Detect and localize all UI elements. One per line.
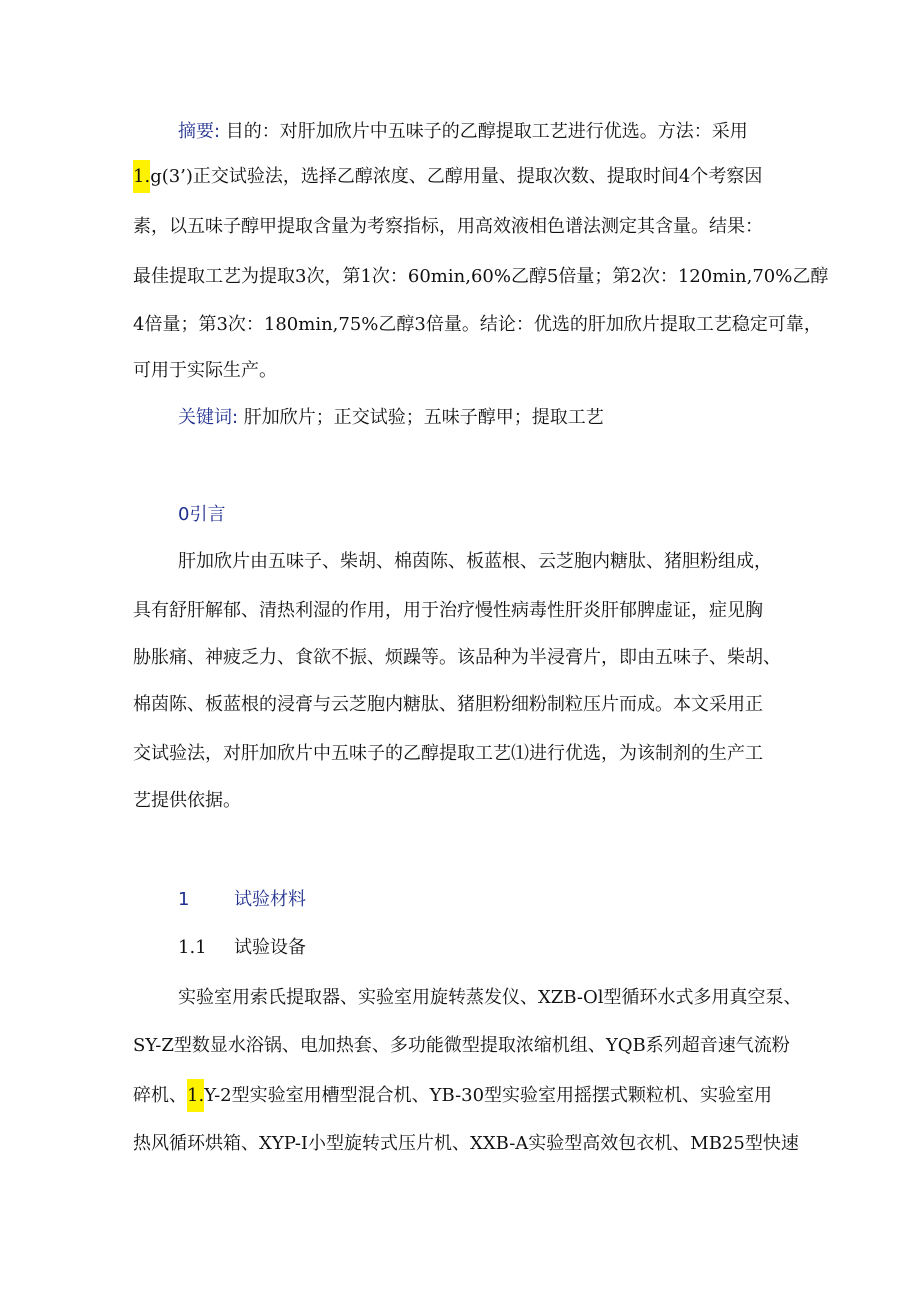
equipment-line-3	[133, 1081, 772, 1111]
abstract-text-2: g(3’)正交试验法，选择乙醇浓度、乙醇用量、提取次数、提取时间4个考察因	[150, 166, 763, 187]
intro-line-3: 胁胀痛、神疲乏力、食欲不振、烦躁等。该品种为半浸膏片，即由五味子、柴胡、	[133, 647, 781, 668]
abstract-line-1	[178, 117, 748, 147]
abstract-line-2	[133, 162, 762, 192]
intro-line-6: 艺提供依据。	[133, 790, 241, 811]
section-1-1-heading	[178, 933, 306, 963]
equipment-line-2: SY-Z型数显水浴锅、电加热套、多功能微型提取浓缩机组、YQB系列超音速气流粉	[133, 1035, 790, 1056]
keywords-text: 肝加欣片；正交试验；五味子醇甲；提取工艺	[238, 407, 604, 428]
highlight-mark: 1.	[133, 160, 150, 193]
keywords-line	[178, 403, 604, 433]
abstract-line-5: 4倍量；第3次：180min,75%乙醇3倍量。结论：优选的肝加欣片提取工艺稳定可靠，	[133, 314, 822, 335]
section-1-heading	[178, 885, 306, 915]
section-1-1-title: 试验设备	[234, 937, 306, 958]
intro-line-5: 交试验法，对肝加欣片中五味子的乙醇提取工艺⑴进行优选，为该制剂的生产工	[133, 743, 763, 764]
section-1-title: 试验材料	[234, 889, 306, 910]
equipment-text-3b: Y-2型实验室用槽型混合机、YB-30型实验室用摇摆式颗粒机、实验室用	[204, 1085, 773, 1106]
intro-heading: 0引言	[178, 504, 226, 525]
abstract-label: 摘要:	[178, 121, 221, 142]
abstract-line-3: 素，以五味子醇甲提取含量为考察指标，用高效液相色谱法测定其含量。结果：	[133, 216, 763, 237]
equipment-text-3a: 碎机、	[133, 1085, 187, 1106]
intro-line-1: 肝加欣片由五味子、柴胡、棉茵陈、板蓝根、云芝胞内糖肽、猪胆粉组成，	[178, 551, 772, 572]
section-1-number: 1	[178, 889, 190, 910]
keywords-label: 关键词:	[178, 407, 239, 428]
abstract-line-6: 可用于实际生产。	[133, 360, 277, 381]
abstract-line-4: 最佳提取工艺为提取3次，第1次：60min,60%乙醇5倍量；第2次：120min,70%乙醇	[133, 266, 829, 287]
equipment-line-1: 实验室用索氏提取器、实验室用旋转蒸发仪、XZB-Ol型循环水式多用真空泵、	[178, 987, 802, 1008]
section-1-1-number: 1.1	[178, 937, 207, 958]
equipment-line-4: 热风循环烘箱、XYP-I小型旋转式压片机、XXB-A实验型高效包衣机、MB25型快速	[133, 1133, 799, 1154]
intro-line-2: 具有舒肝解郁、清热利湿的作用，用于治疗慢性病毒性肝炎肝郁脾虚证，症见胸	[133, 600, 763, 621]
intro-line-4: 棉茵陈、板蓝根的浸膏与云芝胞内糖肽、猪胆粉细粉制粒压片而成。本文采用正	[133, 694, 763, 715]
abstract-text-1: 目的：对肝加欣片中五味子的乙醇提取工艺进行优选。方法：采用	[220, 121, 748, 142]
highlight-mark: 1.	[187, 1079, 204, 1112]
